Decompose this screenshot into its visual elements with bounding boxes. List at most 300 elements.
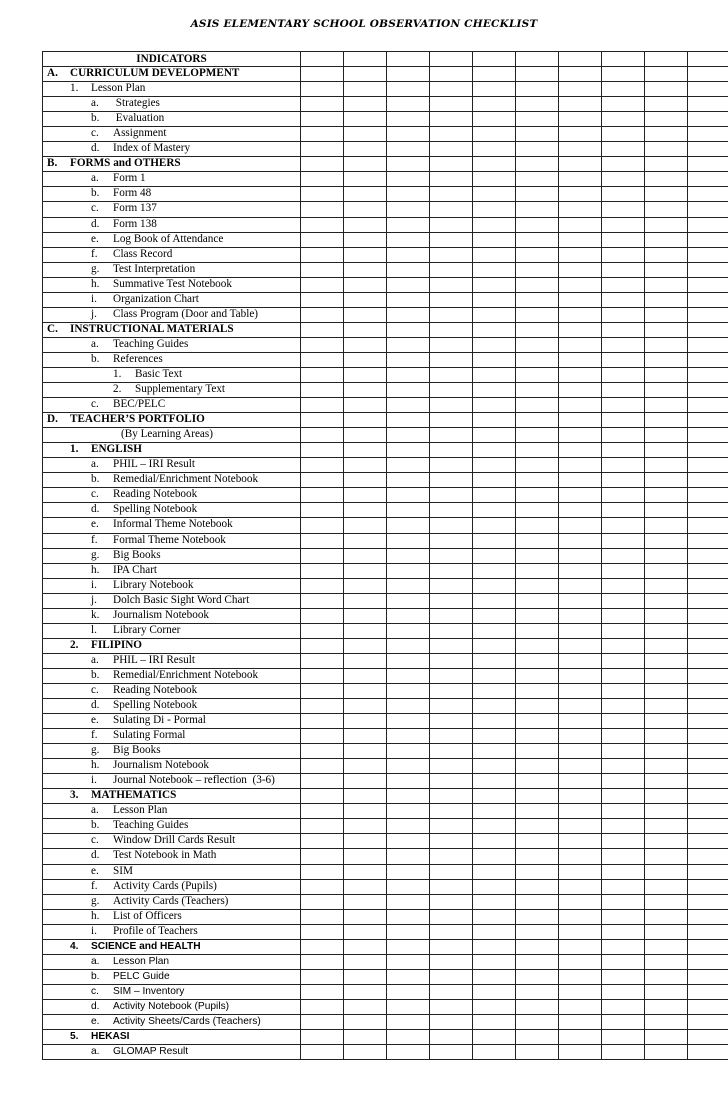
check-cell[interactable] (344, 683, 387, 698)
check-cell[interactable] (602, 1015, 645, 1030)
check-cell[interactable] (602, 849, 645, 864)
check-cell[interactable] (602, 157, 645, 172)
check-cell[interactable] (602, 999, 645, 1014)
check-cell[interactable] (516, 834, 559, 849)
check-cell[interactable] (645, 954, 688, 969)
check-cell[interactable] (473, 759, 516, 774)
check-cell[interactable] (301, 518, 344, 533)
check-cell[interactable] (559, 232, 602, 247)
check-cell[interactable] (430, 322, 473, 337)
check-cell[interactable] (645, 804, 688, 819)
check-cell[interactable] (559, 458, 602, 473)
check-cell[interactable] (344, 1030, 387, 1045)
check-cell[interactable] (301, 879, 344, 894)
check-cell[interactable] (559, 729, 602, 744)
check-cell[interactable] (473, 1015, 516, 1030)
check-cell[interactable] (516, 744, 559, 759)
check-cell[interactable] (301, 352, 344, 367)
check-cell[interactable] (645, 834, 688, 849)
check-cell[interactable] (688, 217, 728, 232)
check-cell[interactable] (473, 157, 516, 172)
check-cell[interactable] (344, 383, 387, 398)
check-cell[interactable] (516, 909, 559, 924)
check-cell[interactable] (387, 82, 430, 97)
check-cell[interactable] (301, 819, 344, 834)
check-cell[interactable] (430, 668, 473, 683)
check-cell[interactable] (602, 458, 645, 473)
check-cell[interactable] (645, 67, 688, 82)
check-cell[interactable] (473, 608, 516, 623)
check-cell[interactable] (688, 157, 728, 172)
check-cell[interactable] (516, 337, 559, 352)
check-cell[interactable] (688, 52, 728, 67)
check-cell[interactable] (430, 638, 473, 653)
check-cell[interactable] (516, 593, 559, 608)
check-cell[interactable] (559, 834, 602, 849)
check-cell[interactable] (516, 578, 559, 593)
check-cell[interactable] (645, 97, 688, 112)
check-cell[interactable] (430, 819, 473, 834)
check-cell[interactable] (645, 413, 688, 428)
check-cell[interactable] (473, 714, 516, 729)
check-cell[interactable] (688, 578, 728, 593)
check-cell[interactable] (559, 999, 602, 1014)
check-cell[interactable] (473, 834, 516, 849)
check-cell[interactable] (473, 247, 516, 262)
check-cell[interactable] (344, 804, 387, 819)
check-cell[interactable] (473, 668, 516, 683)
check-cell[interactable] (559, 894, 602, 909)
check-cell[interactable] (645, 939, 688, 954)
check-cell[interactable] (473, 398, 516, 413)
check-cell[interactable] (602, 668, 645, 683)
check-cell[interactable] (430, 759, 473, 774)
check-cell[interactable] (430, 217, 473, 232)
check-cell[interactable] (559, 548, 602, 563)
check-cell[interactable] (473, 563, 516, 578)
check-cell[interactable] (344, 157, 387, 172)
check-cell[interactable] (645, 759, 688, 774)
check-cell[interactable] (430, 533, 473, 548)
check-cell[interactable] (430, 428, 473, 443)
check-cell[interactable] (430, 924, 473, 939)
check-cell[interactable] (473, 142, 516, 157)
check-cell[interactable] (602, 864, 645, 879)
check-cell[interactable] (387, 277, 430, 292)
check-cell[interactable] (301, 473, 344, 488)
check-cell[interactable] (645, 383, 688, 398)
check-cell[interactable] (688, 202, 728, 217)
check-cell[interactable] (387, 322, 430, 337)
check-cell[interactable] (516, 924, 559, 939)
check-cell[interactable] (516, 473, 559, 488)
check-cell[interactable] (473, 322, 516, 337)
check-cell[interactable] (387, 458, 430, 473)
check-cell[interactable] (688, 638, 728, 653)
check-cell[interactable] (344, 202, 387, 217)
check-cell[interactable] (301, 999, 344, 1014)
check-cell[interactable] (387, 292, 430, 307)
check-cell[interactable] (559, 82, 602, 97)
check-cell[interactable] (688, 307, 728, 322)
check-cell[interactable] (645, 969, 688, 984)
check-cell[interactable] (473, 518, 516, 533)
check-cell[interactable] (516, 367, 559, 382)
check-cell[interactable] (473, 984, 516, 999)
check-cell[interactable] (688, 367, 728, 382)
check-cell[interactable] (301, 789, 344, 804)
check-cell[interactable] (559, 924, 602, 939)
check-cell[interactable] (430, 984, 473, 999)
check-cell[interactable] (516, 729, 559, 744)
check-cell[interactable] (344, 608, 387, 623)
check-cell[interactable] (301, 262, 344, 277)
check-cell[interactable] (559, 473, 602, 488)
check-cell[interactable] (559, 112, 602, 127)
check-cell[interactable] (344, 488, 387, 503)
check-cell[interactable] (473, 924, 516, 939)
check-cell[interactable] (430, 112, 473, 127)
check-cell[interactable] (344, 337, 387, 352)
check-cell[interactable] (645, 909, 688, 924)
check-cell[interactable] (602, 969, 645, 984)
check-cell[interactable] (516, 699, 559, 714)
check-cell[interactable] (430, 804, 473, 819)
check-cell[interactable] (430, 729, 473, 744)
check-cell[interactable] (430, 443, 473, 458)
check-cell[interactable] (602, 428, 645, 443)
check-cell[interactable] (688, 608, 728, 623)
check-cell[interactable] (387, 352, 430, 367)
check-cell[interactable] (430, 653, 473, 668)
check-cell[interactable] (301, 849, 344, 864)
check-cell[interactable] (688, 699, 728, 714)
check-cell[interactable] (301, 383, 344, 398)
check-cell[interactable] (430, 488, 473, 503)
check-cell[interactable] (344, 729, 387, 744)
check-cell[interactable] (645, 593, 688, 608)
check-cell[interactable] (473, 97, 516, 112)
check-cell[interactable] (559, 1015, 602, 1030)
check-cell[interactable] (602, 52, 645, 67)
check-cell[interactable] (387, 307, 430, 322)
check-cell[interactable] (559, 172, 602, 187)
check-cell[interactable] (473, 352, 516, 367)
check-cell[interactable] (602, 653, 645, 668)
check-cell[interactable] (430, 473, 473, 488)
check-cell[interactable] (301, 52, 344, 67)
check-cell[interactable] (559, 623, 602, 638)
check-cell[interactable] (387, 1045, 430, 1060)
check-cell[interactable] (559, 352, 602, 367)
check-cell[interactable] (430, 82, 473, 97)
check-cell[interactable] (602, 337, 645, 352)
check-cell[interactable] (344, 172, 387, 187)
check-cell[interactable] (430, 939, 473, 954)
check-cell[interactable] (344, 67, 387, 82)
check-cell[interactable] (602, 217, 645, 232)
check-cell[interactable] (645, 322, 688, 337)
check-cell[interactable] (344, 774, 387, 789)
check-cell[interactable] (430, 52, 473, 67)
check-cell[interactable] (387, 428, 430, 443)
check-cell[interactable] (688, 172, 728, 187)
check-cell[interactable] (387, 337, 430, 352)
check-cell[interactable] (559, 699, 602, 714)
check-cell[interactable] (602, 443, 645, 458)
check-cell[interactable] (516, 1030, 559, 1045)
check-cell[interactable] (516, 533, 559, 548)
check-cell[interactable] (602, 277, 645, 292)
check-cell[interactable] (473, 82, 516, 97)
check-cell[interactable] (602, 578, 645, 593)
check-cell[interactable] (559, 608, 602, 623)
check-cell[interactable] (559, 533, 602, 548)
check-cell[interactable] (301, 322, 344, 337)
check-cell[interactable] (387, 653, 430, 668)
check-cell[interactable] (645, 729, 688, 744)
check-cell[interactable] (301, 67, 344, 82)
check-cell[interactable] (645, 608, 688, 623)
check-cell[interactable] (473, 864, 516, 879)
check-cell[interactable] (645, 819, 688, 834)
check-cell[interactable] (344, 759, 387, 774)
check-cell[interactable] (301, 608, 344, 623)
check-cell[interactable] (301, 834, 344, 849)
check-cell[interactable] (516, 503, 559, 518)
check-cell[interactable] (344, 653, 387, 668)
check-cell[interactable] (344, 999, 387, 1014)
check-cell[interactable] (516, 187, 559, 202)
check-cell[interactable] (473, 503, 516, 518)
check-cell[interactable] (430, 909, 473, 924)
check-cell[interactable] (688, 548, 728, 563)
check-cell[interactable] (473, 593, 516, 608)
check-cell[interactable] (688, 879, 728, 894)
check-cell[interactable] (301, 443, 344, 458)
check-cell[interactable] (559, 668, 602, 683)
check-cell[interactable] (301, 924, 344, 939)
check-cell[interactable] (559, 1045, 602, 1060)
check-cell[interactable] (688, 82, 728, 97)
check-cell[interactable] (688, 292, 728, 307)
check-cell[interactable] (301, 939, 344, 954)
check-cell[interactable] (387, 969, 430, 984)
check-cell[interactable] (688, 533, 728, 548)
check-cell[interactable] (344, 939, 387, 954)
check-cell[interactable] (387, 879, 430, 894)
check-cell[interactable] (301, 729, 344, 744)
check-cell[interactable] (645, 849, 688, 864)
check-cell[interactable] (516, 398, 559, 413)
check-cell[interactable] (430, 608, 473, 623)
check-cell[interactable] (344, 638, 387, 653)
check-cell[interactable] (387, 127, 430, 142)
check-cell[interactable] (516, 879, 559, 894)
check-cell[interactable] (430, 157, 473, 172)
check-cell[interactable] (387, 473, 430, 488)
check-cell[interactable] (688, 999, 728, 1014)
check-cell[interactable] (602, 533, 645, 548)
check-cell[interactable] (645, 533, 688, 548)
check-cell[interactable] (516, 894, 559, 909)
check-cell[interactable] (430, 413, 473, 428)
check-cell[interactable] (516, 969, 559, 984)
check-cell[interactable] (473, 999, 516, 1014)
check-cell[interactable] (473, 849, 516, 864)
check-cell[interactable] (516, 1045, 559, 1060)
check-cell[interactable] (559, 367, 602, 382)
check-cell[interactable] (602, 112, 645, 127)
check-cell[interactable] (387, 247, 430, 262)
check-cell[interactable] (559, 909, 602, 924)
check-cell[interactable] (344, 954, 387, 969)
check-cell[interactable] (387, 398, 430, 413)
check-cell[interactable] (387, 849, 430, 864)
check-cell[interactable] (559, 954, 602, 969)
check-cell[interactable] (430, 969, 473, 984)
check-cell[interactable] (301, 864, 344, 879)
check-cell[interactable] (516, 1015, 559, 1030)
check-cell[interactable] (559, 578, 602, 593)
check-cell[interactable] (688, 774, 728, 789)
check-cell[interactable] (688, 1030, 728, 1045)
check-cell[interactable] (645, 879, 688, 894)
check-cell[interactable] (688, 969, 728, 984)
check-cell[interactable] (559, 488, 602, 503)
check-cell[interactable] (559, 563, 602, 578)
check-cell[interactable] (516, 548, 559, 563)
check-cell[interactable] (344, 367, 387, 382)
check-cell[interactable] (559, 217, 602, 232)
check-cell[interactable] (301, 428, 344, 443)
check-cell[interactable] (430, 548, 473, 563)
check-cell[interactable] (645, 172, 688, 187)
check-cell[interactable] (516, 428, 559, 443)
check-cell[interactable] (301, 247, 344, 262)
check-cell[interactable] (602, 202, 645, 217)
check-cell[interactable] (688, 1045, 728, 1060)
check-cell[interactable] (516, 819, 559, 834)
check-cell[interactable] (473, 729, 516, 744)
check-cell[interactable] (430, 367, 473, 382)
check-cell[interactable] (301, 187, 344, 202)
check-cell[interactable] (688, 337, 728, 352)
check-cell[interactable] (344, 142, 387, 157)
check-cell[interactable] (430, 593, 473, 608)
check-cell[interactable] (516, 984, 559, 999)
check-cell[interactable] (301, 127, 344, 142)
check-cell[interactable] (344, 593, 387, 608)
check-cell[interactable] (344, 533, 387, 548)
check-cell[interactable] (688, 428, 728, 443)
check-cell[interactable] (301, 1030, 344, 1045)
check-cell[interactable] (387, 1030, 430, 1045)
check-cell[interactable] (516, 999, 559, 1014)
check-cell[interactable] (559, 97, 602, 112)
check-cell[interactable] (344, 924, 387, 939)
check-cell[interactable] (602, 954, 645, 969)
check-cell[interactable] (559, 443, 602, 458)
check-cell[interactable] (602, 714, 645, 729)
check-cell[interactable] (301, 307, 344, 322)
check-cell[interactable] (645, 367, 688, 382)
check-cell[interactable] (473, 337, 516, 352)
check-cell[interactable] (602, 563, 645, 578)
check-cell[interactable] (602, 894, 645, 909)
check-cell[interactable] (688, 518, 728, 533)
check-cell[interactable] (516, 714, 559, 729)
check-cell[interactable] (516, 563, 559, 578)
check-cell[interactable] (602, 398, 645, 413)
check-cell[interactable] (301, 1045, 344, 1060)
check-cell[interactable] (688, 488, 728, 503)
check-cell[interactable] (387, 804, 430, 819)
check-cell[interactable] (473, 413, 516, 428)
check-cell[interactable] (559, 849, 602, 864)
check-cell[interactable] (301, 894, 344, 909)
check-cell[interactable] (344, 112, 387, 127)
check-cell[interactable] (645, 578, 688, 593)
check-cell[interactable] (301, 638, 344, 653)
check-cell[interactable] (473, 939, 516, 954)
check-cell[interactable] (559, 262, 602, 277)
check-cell[interactable] (516, 653, 559, 668)
check-cell[interactable] (516, 443, 559, 458)
check-cell[interactable] (645, 683, 688, 698)
check-cell[interactable] (387, 172, 430, 187)
check-cell[interactable] (473, 969, 516, 984)
check-cell[interactable] (516, 157, 559, 172)
check-cell[interactable] (430, 352, 473, 367)
check-cell[interactable] (645, 112, 688, 127)
check-cell[interactable] (688, 593, 728, 608)
check-cell[interactable] (473, 533, 516, 548)
check-cell[interactable] (387, 894, 430, 909)
check-cell[interactable] (430, 578, 473, 593)
check-cell[interactable] (602, 97, 645, 112)
check-cell[interactable] (645, 443, 688, 458)
check-cell[interactable] (688, 834, 728, 849)
check-cell[interactable] (688, 924, 728, 939)
check-cell[interactable] (516, 668, 559, 683)
check-cell[interactable] (559, 202, 602, 217)
check-cell[interactable] (430, 563, 473, 578)
check-cell[interactable] (344, 127, 387, 142)
check-cell[interactable] (387, 999, 430, 1014)
check-cell[interactable] (516, 954, 559, 969)
check-cell[interactable] (473, 52, 516, 67)
check-cell[interactable] (516, 518, 559, 533)
check-cell[interactable] (387, 533, 430, 548)
check-cell[interactable] (516, 292, 559, 307)
check-cell[interactable] (559, 593, 602, 608)
check-cell[interactable] (559, 52, 602, 67)
check-cell[interactable] (344, 909, 387, 924)
check-cell[interactable] (344, 714, 387, 729)
check-cell[interactable] (301, 232, 344, 247)
check-cell[interactable] (387, 202, 430, 217)
check-cell[interactable] (645, 894, 688, 909)
check-cell[interactable] (559, 187, 602, 202)
check-cell[interactable] (387, 729, 430, 744)
check-cell[interactable] (559, 819, 602, 834)
check-cell[interactable] (473, 1030, 516, 1045)
check-cell[interactable] (602, 699, 645, 714)
check-cell[interactable] (473, 127, 516, 142)
check-cell[interactable] (602, 1045, 645, 1060)
check-cell[interactable] (645, 714, 688, 729)
